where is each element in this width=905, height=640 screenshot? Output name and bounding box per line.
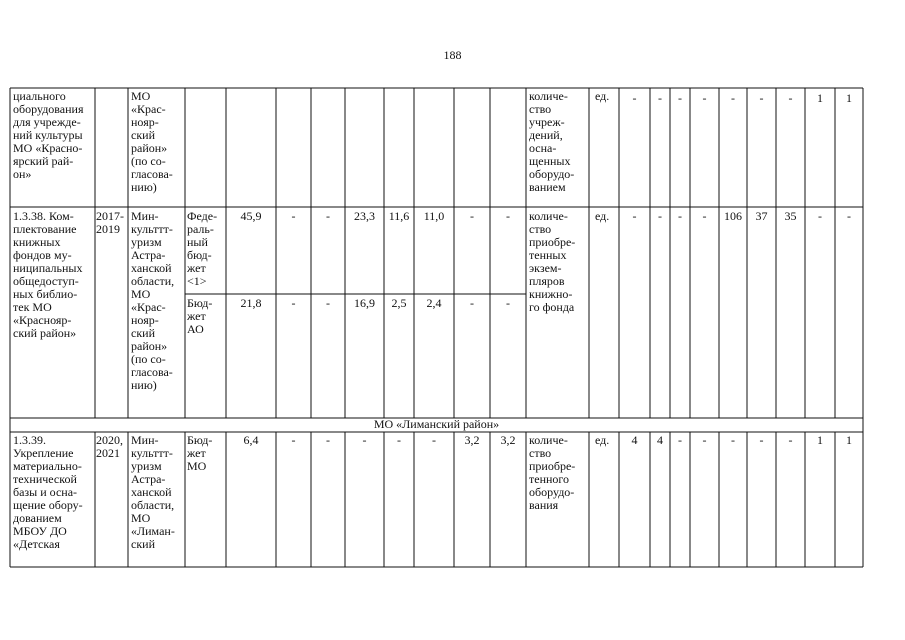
row3-budget-year-3: -: [362, 433, 367, 447]
page-number: 188: [443, 48, 462, 62]
row2-years: 2017- 2019: [96, 209, 124, 236]
row1-value-3: -: [678, 91, 682, 105]
row3-value-6: -: [759, 433, 764, 447]
row3-value-2: 4: [657, 433, 663, 447]
row2-value-1: -: [632, 209, 637, 223]
row3-value-9: 1: [846, 433, 852, 447]
row1-value-4: -: [702, 91, 707, 105]
row3-years: 2020, 2021: [96, 433, 123, 460]
row3-executor: Мин- культтт- уризм Астра- ханской области, МО «Лиман- ский: [131, 433, 175, 551]
row1-executor: МО «Крас- нояр- ский район» (по со- гласова- нию): [131, 89, 173, 194]
row2-value-6: 37: [755, 209, 768, 223]
row1-value-8: 1: [817, 91, 823, 105]
row3-value-1: 4: [631, 433, 638, 447]
row2-regional-year-7: -: [506, 296, 510, 310]
row2-regional-year-4: 2,5: [391, 296, 407, 310]
row2-regional-total: 21,8: [240, 296, 262, 310]
row1-value-6: -: [759, 91, 764, 105]
row2-federal-year-1: -: [291, 209, 296, 223]
row3-total: 6,4: [243, 433, 259, 447]
row2-federal-year-7: -: [506, 209, 510, 223]
row3-budget-year-2: -: [326, 433, 330, 447]
row1-value-7: -: [788, 91, 793, 105]
row2-regional-year-1: -: [291, 296, 296, 310]
row3-indicator: количе- ство приобре- тенного оборудо- вания: [529, 433, 576, 512]
row2-value-7: 35: [784, 209, 797, 223]
row2-value-8: -: [818, 209, 822, 223]
row3-budget-year-4: -: [397, 433, 401, 447]
row1-value-1: -: [632, 91, 637, 105]
row3-activity: 1.3.39. Укрепление материально- технической базы и осна- щение обору- дованием МБОУ ДО «Детская: [13, 433, 83, 551]
row3-value-5: -: [731, 433, 735, 447]
row1-value-5: -: [731, 91, 735, 105]
row3-unit: ед.: [595, 433, 610, 447]
row3-budget-year-6: 3,2: [464, 433, 480, 447]
row2-activity: 1.3.38. Ком- плектование книжных фондов му- ниципальных общедоступ- ных библио- тек МО «Краснояр- ский район»: [13, 209, 83, 340]
row1-value-9: 1: [846, 91, 852, 105]
row2-federal-year-6: -: [470, 209, 474, 223]
row2-federal-year-4: 11,6: [388, 209, 410, 223]
row3-value-8: 1: [817, 433, 823, 447]
row3-value-4: -: [702, 433, 707, 447]
row2-regional-year-5: 2,4: [426, 296, 442, 310]
row2-source-federal: Феде- раль- ный бюд- жет <1>: [187, 209, 218, 288]
section-title: МО «Лиманский район»: [373, 417, 500, 431]
row2-federal-total: 45,9: [240, 209, 262, 223]
row2-unit: ед.: [595, 209, 610, 223]
row2-regional-year-6: -: [470, 296, 474, 310]
row2-indicator: количе- ство приобре- тенных экзем- пляров книжно- го фонда: [529, 209, 576, 314]
row2-federal-year-3: 23,3: [354, 209, 375, 223]
row2-federal-year-5: 11,0: [423, 209, 445, 223]
row2-value-5: 106: [724, 209, 742, 223]
row2-executor: Мин- культтт- уризм Астра- ханской области, МО «Крас- нояр- ский район» (по со- гласова- нию): [131, 209, 175, 392]
row2-federal-year-2: -: [326, 209, 330, 223]
row2-value-9: -: [847, 209, 851, 223]
row3-budget-year-7: 3,2: [500, 433, 516, 447]
row2-value-4: -: [702, 209, 707, 223]
row1-activity: циального оборудования для учрежде- ний культуры МО «Красно- ярский рай- он»: [13, 89, 84, 181]
row1-indicator: количе- ство учреж- дений, осна- щенных оборудо- ванием: [529, 89, 575, 194]
row2-value-2: -: [658, 209, 662, 223]
row2-value-3: -: [678, 209, 682, 223]
row3-source: Бюд- жет МО: [187, 433, 213, 473]
row1-value-2: -: [658, 91, 662, 105]
row3-value-3: -: [678, 433, 682, 447]
row3-value-7: -: [788, 433, 793, 447]
row1-unit: ед.: [595, 89, 610, 103]
row2-regional-year-3: 16,9: [354, 296, 375, 310]
row2-source-regional: Бюд- жет АО: [187, 296, 213, 336]
row3-budget-year-1: -: [291, 433, 296, 447]
row2-regional-year-2: -: [326, 296, 330, 310]
row3-budget-year-5: -: [432, 433, 436, 447]
